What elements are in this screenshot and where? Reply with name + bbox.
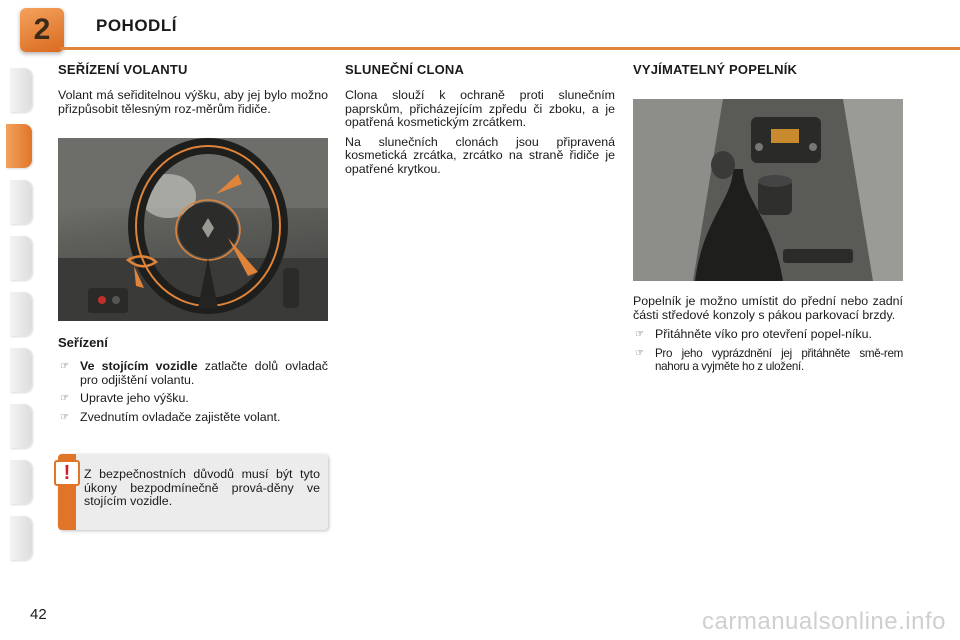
section-heading: VYJÍMATELNÝ POPELNÍK	[633, 62, 798, 77]
pointing-hand-icon: ☞	[60, 361, 69, 373]
chapter-tab[interactable]	[10, 292, 32, 336]
step-text: Pro jeho vyprázdnění jej přitáhněte smě-rem nahoru a vyjměte ho z uložení.	[655, 346, 903, 374]
chapter-tab[interactable]	[10, 68, 32, 112]
adjustment-steps	[58, 360, 328, 424]
section-paragraph: Clona slouží k ochraně proti slunečním paprskům, přicházejícím zpředu či zboku, a je opatřená kosmetickým zrcátkem.	[345, 88, 615, 130]
chapter-tab[interactable]	[10, 516, 32, 560]
chapter-tab-active[interactable]	[6, 124, 32, 168]
list-item	[633, 347, 903, 374]
section-intro: Volant má seřiditelnou výšku, aby jej bylo možno přizpůsobit tělesným roz-měrům řidiče.	[58, 88, 328, 116]
watermark: carmanualsonline.info	[702, 608, 946, 635]
step-text: zatlačte dolů ovladač pro odjištění volantu.	[80, 359, 328, 387]
steering-section	[58, 60, 328, 430]
warning-exclamation-icon: !	[54, 460, 80, 486]
section-paragraph: Na slunečních clonách jsou připravená kosmetická zrcátka, zrcátko na straně řidiče je opatřené krytkou.	[345, 134, 615, 176]
list-item	[58, 411, 328, 425]
adjustment-heading: Seřízení	[58, 335, 108, 351]
ashtray-steps	[633, 328, 903, 374]
section-heading: SLUNEČNÍ CLONA	[345, 62, 465, 77]
safety-warning	[58, 454, 328, 530]
chapter-tabs	[0, 68, 34, 578]
chapter-number: 2	[33, 13, 51, 46]
warning-text: Z bezpečnostních důvodů musí být tyto úkony bezpodmínečně prová-děny ve stojícím vozidle.	[84, 467, 320, 509]
chapter-tab[interactable]	[10, 348, 32, 392]
list-item	[633, 328, 903, 342]
page-number: 42	[30, 606, 47, 623]
pointing-hand-icon: ☞	[635, 347, 644, 359]
pointing-hand-icon: ☞	[635, 329, 644, 341]
steering-wheel-photo	[58, 138, 328, 321]
chapter-tab[interactable]	[10, 180, 32, 224]
steering-wheel-illustration	[58, 138, 328, 321]
chapter-badge	[20, 8, 64, 52]
header-divider	[60, 47, 960, 50]
chapter-title: POHODLÍ	[96, 16, 177, 35]
ashtray-section	[633, 60, 903, 379]
step-text: Přitáhněte víko pro otevření popel-níku.	[655, 327, 872, 342]
step-bold: Ve stojícím vozidle	[80, 359, 198, 374]
pointing-hand-icon: ☞	[60, 393, 69, 405]
page-header	[0, 0, 960, 50]
pointing-hand-icon: ☞	[60, 411, 69, 423]
chapter-tab[interactable]	[10, 460, 32, 504]
chapter-tab[interactable]	[10, 236, 32, 280]
sun-visor-section	[345, 60, 615, 183]
list-item	[58, 360, 328, 387]
step-text: Zvednutím ovladače zajistěte volant.	[80, 409, 281, 424]
section-heading: SEŘÍZENÍ VOLANTU	[58, 62, 188, 77]
list-item	[58, 392, 328, 406]
ashtray-photo	[633, 99, 903, 281]
step-text: Upravte jeho výšku.	[80, 391, 189, 406]
section-intro: Popelník je možno umístit do přední nebo zadní části středové konzoly s pákou parkovací brzdy.	[633, 294, 903, 322]
ashtray-illustration	[633, 99, 903, 281]
chapter-tab[interactable]	[10, 404, 32, 448]
